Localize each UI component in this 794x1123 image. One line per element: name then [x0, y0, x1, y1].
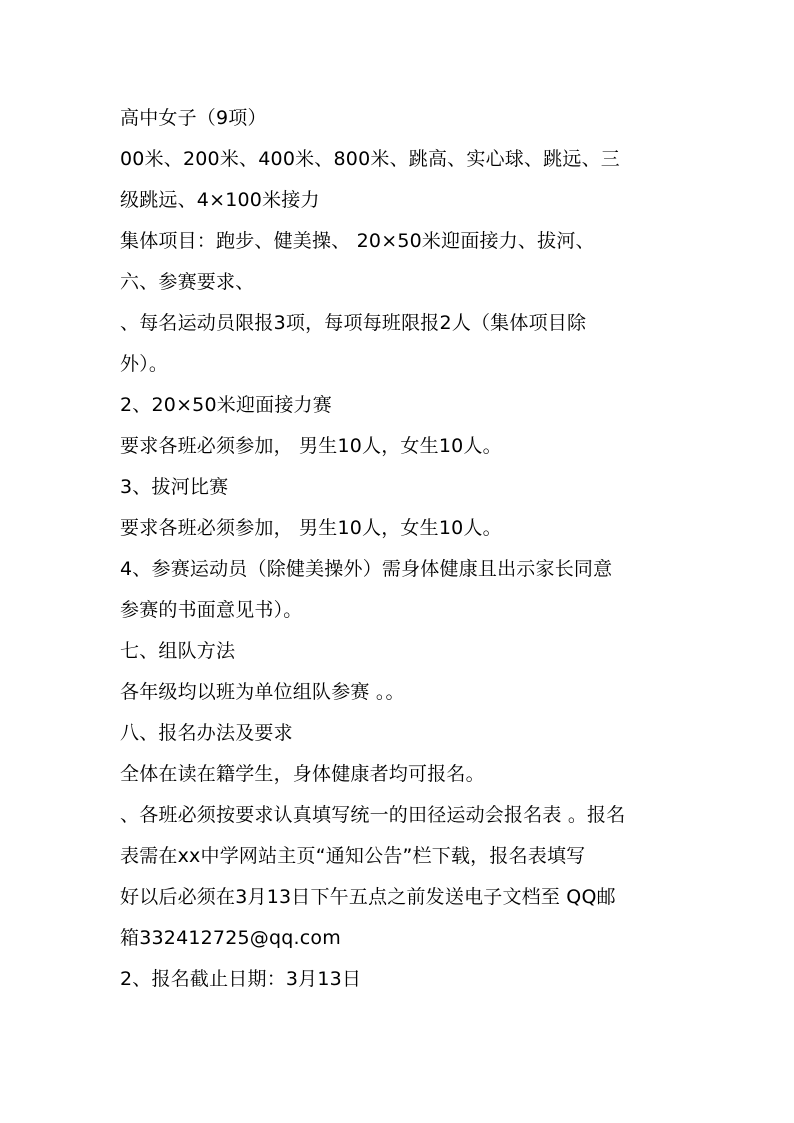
requirement-line: 、每名运动员限报3项，每项每班限报2人（集体项目除 [120, 312, 587, 334]
events-line: 00米、200米、400米、800米、跳高、实心球、跳远、三 [120, 148, 620, 170]
registration-line: 表需在xx中学网站主页“通知公告”栏下载，报名表填写 [120, 845, 586, 867]
requirement-line: 要求各班必须参加， 男生10人，女生10人。 [120, 435, 502, 457]
registration-line: 2、报名截止日期：3月13日 [120, 968, 362, 990]
registration-line: 全体在读在籍学生，身体健康者均可报名。 [120, 763, 485, 785]
requirement-line: 要求各班必须参加， 男生10人，女生10人。 [120, 517, 502, 539]
team-method-line: 各年级均以班为单位组队参赛 。。 [120, 681, 405, 703]
document-body [120, 104, 680, 1006]
requirement-line: 外）。 [120, 353, 169, 375]
registration-line: 、各班必须按要求认真填写统一的田径运动会报名表 。报名 [120, 804, 626, 826]
requirement-line: 2、20×50米迎面接力赛 [120, 394, 332, 416]
registration-line: 好以后必须在3月13日下午五点之前发送电子文档至 QQ邮 [120, 886, 616, 908]
section-heading-senior-girls: 高中女子（9项） [120, 107, 267, 129]
requirement-line: 4、参赛运动员（除健美操外）需身体健康且出示家长同意 [120, 558, 613, 580]
events-line: 级跳远、4×100米接力 [120, 189, 320, 211]
requirement-line: 3、拔河比赛 [120, 476, 229, 498]
group-events-line: 集体项目：跑步、健美操、 20×50米迎面接力、拔河、 [120, 230, 595, 252]
section-heading-team-method: 七、组队方法 [120, 640, 236, 662]
section-heading-registration: 八、报名办法及要求 [120, 722, 293, 744]
registration-line: 箱332412725@qq.com [120, 927, 341, 949]
section-heading-requirements: 六、参赛要求、 [120, 271, 255, 293]
requirement-line: 参赛的书面意见书）。 [120, 599, 303, 621]
